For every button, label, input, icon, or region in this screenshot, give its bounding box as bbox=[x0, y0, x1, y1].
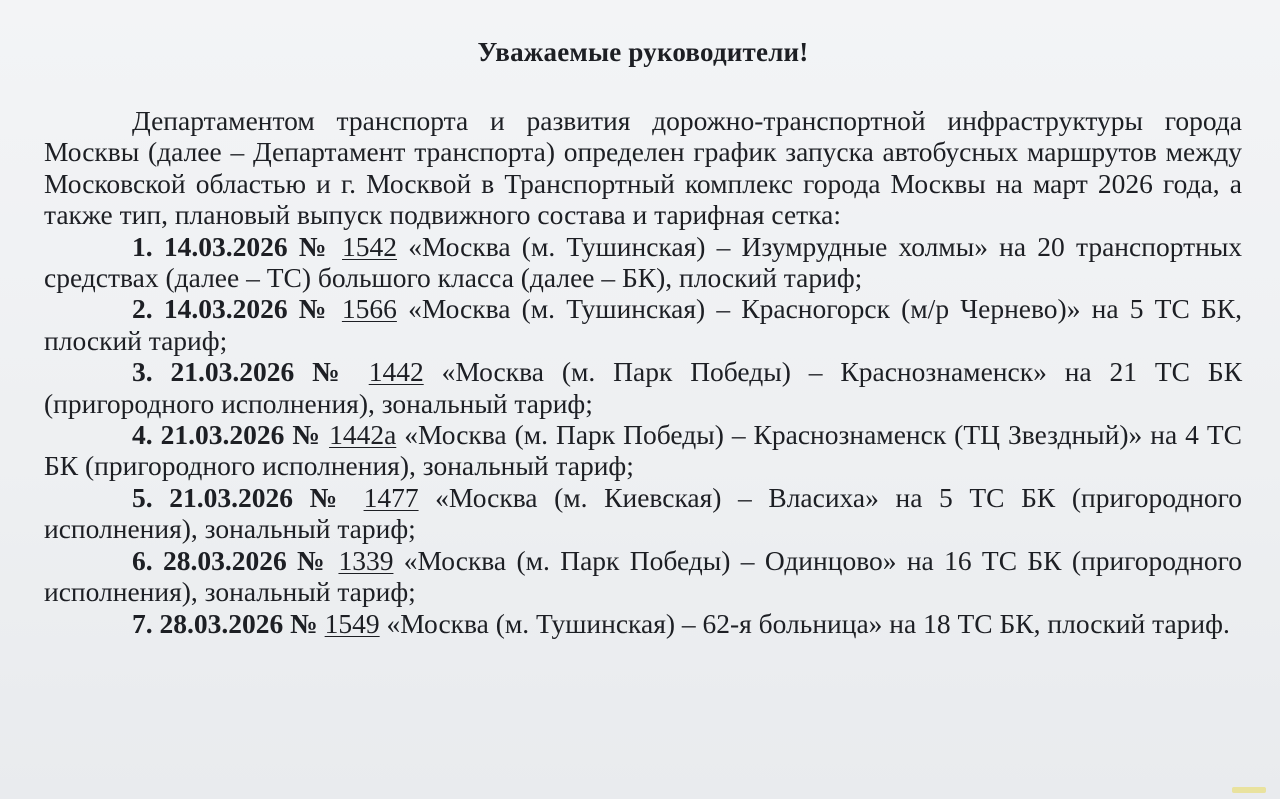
document-body bbox=[44, 30, 1242, 639]
route-description: «Москва (м. Парк Победы) – Одинцово» на 16 ТС БК (пригородного исполнения), зональный тариф; bbox=[44, 544, 1243, 608]
route-number: 1442 bbox=[368, 356, 424, 388]
route-item bbox=[44, 608, 1242, 639]
route-item bbox=[44, 293, 1242, 356]
number-sign: № bbox=[297, 544, 329, 576]
document-title: Уважаемые руководители! bbox=[477, 37, 809, 67]
highlighter-mark bbox=[1232, 787, 1266, 793]
item-number: 3. bbox=[132, 356, 153, 388]
item-number: 2. bbox=[132, 293, 153, 325]
number-sign: № bbox=[298, 230, 331, 262]
route-description: «Москва (м. Тушинская) – Красногорск (м/р Чернево)» на 5 ТС БК, плоский тариф; bbox=[44, 293, 1243, 356]
route-list bbox=[44, 231, 1242, 639]
route-item bbox=[44, 482, 1242, 545]
route-item bbox=[44, 231, 1242, 294]
item-number: 6. bbox=[132, 544, 153, 576]
number-sign: № bbox=[312, 356, 351, 388]
number-sign: № bbox=[298, 293, 331, 325]
route-item bbox=[44, 419, 1242, 482]
intro-paragraph: Департаментом транспорта и развития дорожно-транспортной инфраструктуры города Москвы (далее – Департамент транспорта) определен график запуска автобусных маршрутов между Московской областью и г. Москвой в Транспортный комплекс города Москвы на март 2026 года, а также тип, плановый выпуск подвижного состава и тарифная сетка: bbox=[44, 105, 1242, 231]
route-description: «Москва (м. Парк Победы) – Краснознаменск» на 21 ТС БК (пригородного исполнения), зональный тариф; bbox=[44, 356, 1243, 419]
route-number: 1477 bbox=[363, 481, 419, 513]
route-item bbox=[44, 356, 1242, 419]
route-description: «Москва (м. Тушинская) – 62-я больница» на 18 ТС БК, плоский тариф. bbox=[386, 607, 1230, 639]
route-description: «Москва (м. Киевская) – Власиха» на 5 ТС БК (пригородного исполнения), зональный тариф; bbox=[44, 481, 1243, 545]
item-number: 1. bbox=[132, 230, 153, 262]
route-description: «Москва (м. Тушинская) – Изумрудные холмы» на 20 транспортных средствах (далее – ТС) большого класса (далее – БК), плоский тариф; bbox=[44, 230, 1243, 294]
item-number: 4. bbox=[132, 419, 153, 451]
launch-date: 21.03.2026 bbox=[170, 356, 295, 388]
route-number: 1566 bbox=[341, 293, 397, 325]
route-number: 1442а bbox=[329, 419, 397, 451]
launch-date: 14.03.2026 bbox=[163, 230, 288, 262]
route-item bbox=[44, 545, 1242, 608]
launch-date: 21.03.2026 bbox=[160, 419, 285, 451]
launch-date: 28.03.2026 bbox=[159, 607, 284, 639]
launch-date: 28.03.2026 bbox=[162, 544, 287, 576]
number-sign: № bbox=[309, 481, 347, 513]
route-number: 1542 bbox=[342, 230, 398, 262]
route-description: «Москва (м. Парк Победы) – Краснознаменск (ТЦ Звездный)» на 4 ТС БК (пригородного исполнения), зональный тариф; bbox=[44, 419, 1243, 482]
item-number: 5. bbox=[132, 481, 153, 513]
route-number: 1549 bbox=[324, 607, 380, 639]
number-sign: № bbox=[292, 419, 322, 451]
number-sign: № bbox=[290, 607, 318, 639]
launch-date: 14.03.2026 bbox=[163, 293, 288, 325]
launch-date: 21.03.2026 bbox=[169, 481, 293, 513]
item-number: 7. bbox=[132, 607, 153, 639]
route-number: 1339 bbox=[338, 544, 394, 576]
